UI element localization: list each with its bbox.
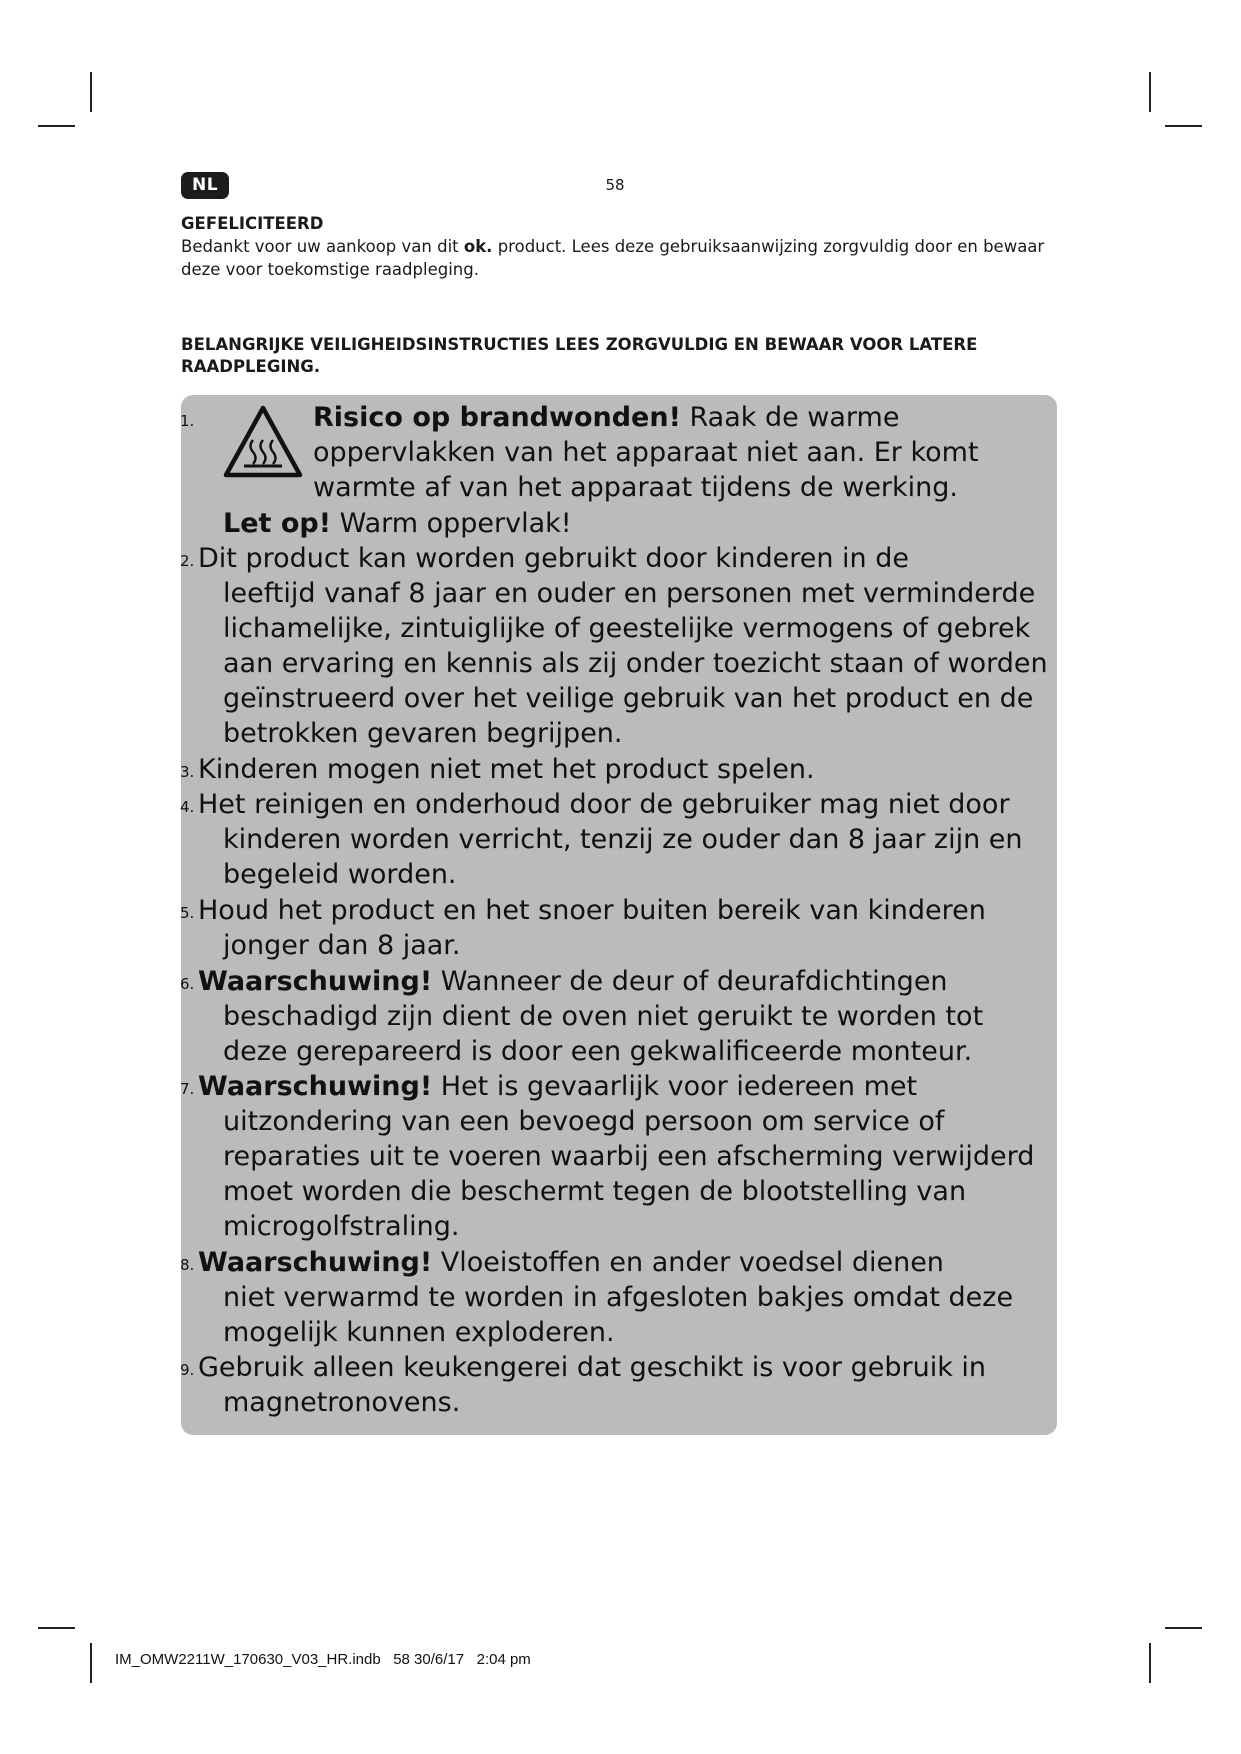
item-number: 1. <box>180 412 195 430</box>
list-item-line: uitzondering van een bevoegd persoon om service of <box>223 1106 945 1137</box>
list-item-line: lichamelijke, zintuiglijke of geestelijke vermogens of gebrek <box>223 613 1031 644</box>
crop-mark <box>38 1627 75 1629</box>
list-item-line: Risico op brandwonden! Raak de warme <box>313 402 900 433</box>
item-number: 5. <box>180 904 195 922</box>
list-item-line: magnetronovens. <box>223 1387 461 1418</box>
list-item-line: Waarschuwing! Het is gevaarlijk voor iedereen met <box>198 1071 918 1102</box>
print-slug: IM_OMW2211W_170630_V03_HR.indb 58 30/6/17 2:04 pm <box>115 1651 531 1668</box>
list-item-line: Gebruik alleen keukengerei dat geschikt is voor gebruik in <box>198 1352 987 1383</box>
brand-name: ok. <box>463 237 493 256</box>
crop-mark <box>90 72 92 112</box>
list-item-line: Waarschuwing! Wanneer de deur of deurafdichtingen <box>198 966 948 997</box>
crop-mark <box>1149 1643 1151 1683</box>
page-number: 58 <box>605 176 625 194</box>
crop-mark <box>1165 125 1202 127</box>
crop-mark <box>1149 72 1151 112</box>
item-number: 7. <box>180 1080 195 1098</box>
list-item-line: beschadigd zijn dient de oven niet geruikt te worden tot <box>223 1001 984 1032</box>
list-item-line: oppervlakken van het apparaat niet aan. Er komt <box>313 437 979 468</box>
item-number: 3. <box>180 763 195 781</box>
crop-mark <box>38 125 75 127</box>
intro-heading: GEFELICITEERD <box>181 214 324 233</box>
language-badge: NL <box>181 172 229 199</box>
item-number: 2. <box>180 552 195 570</box>
hot-surface-warning-icon <box>222 404 304 480</box>
list-item-line: reparaties uit te voeren waarbij een afscherming verwijderd <box>223 1141 1035 1172</box>
list-item-line: geïnstrueerd over het veilige gebruik van het product en de <box>223 683 1034 714</box>
intro-text: Bedankt voor uw aankoop van dit ok. product. Lees deze gebruiksaanwijzing zorgvuldig door en bewaar deze voor toekomstige raadpleging. <box>181 237 1045 279</box>
list-item-line: Houd het product en het snoer buiten bereik van kinderen <box>198 895 986 926</box>
list-item-line: Het reinigen en onderhoud door de gebruiker mag niet door <box>198 789 1010 820</box>
list-item-line: jonger dan 8 jaar. <box>223 930 461 961</box>
list-item-line: Waarschuwing! Vloeistoffen en ander voedsel dienen <box>198 1247 944 1278</box>
list-item-line: aan ervaring en kennis als zij onder toezicht staan of worden <box>223 648 1048 679</box>
list-item-line: warmte af van het apparaat tijdens de werking. <box>313 472 959 503</box>
crop-mark <box>90 1643 92 1683</box>
item-number: 6. <box>180 975 195 993</box>
list-item-line: niet verwarmd te worden in afgesloten bakjes omdat deze <box>223 1282 1014 1313</box>
list-item-line: betrokken gevaren begrijpen. <box>223 718 623 749</box>
list-item-line: Dit product kan worden gebruikt door kinderen in de <box>198 543 909 574</box>
item-number: 4. <box>180 798 195 816</box>
list-item-line: moet worden die beschermt tegen de blootstelling van <box>223 1176 967 1207</box>
list-item-line: Kinderen mogen niet met het product spelen. <box>198 754 815 785</box>
list-item-line: kinderen worden verricht, tenzij ze ouder dan 8 jaar zijn en <box>223 824 1023 855</box>
item-number: 8. <box>180 1256 195 1274</box>
safety-heading: BELANGRIJKE VEILIGHEIDSINSTRUCTIES LEES ZORGVULDIG EN BEWAAR VOOR LATERE RAADPLEGING. <box>181 335 978 376</box>
list-item-line: begeleid worden. <box>223 859 457 890</box>
item-number: 9. <box>180 1361 195 1379</box>
list-item-line: microgolfstraling. <box>223 1211 460 1242</box>
list-item-line: deze gerepareerd is door een gekwalificeerde monteur. <box>223 1036 973 1067</box>
list-item-note: Let op! Warm oppervlak! <box>223 508 572 539</box>
list-item-line: leeftijd vanaf 8 jaar en ouder en personen met verminderde <box>223 578 1036 609</box>
list-item-line: mogelijk kunnen exploderen. <box>223 1317 615 1348</box>
crop-mark <box>1165 1627 1202 1629</box>
